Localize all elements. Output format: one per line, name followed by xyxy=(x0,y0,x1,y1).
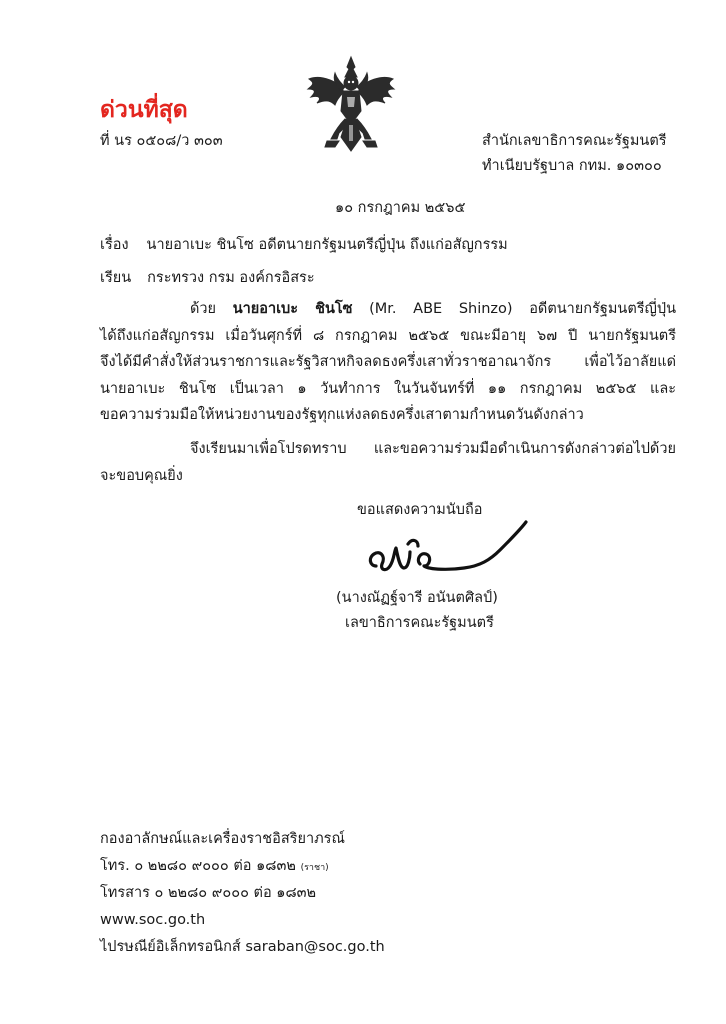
paragraph-line: จึงได้มีคำสั่งให้ส่วนราชการและรัฐวิสาหกิจลดธงครึ่งเสาทั่วราชอาณาจักร เพื่อไว้อาลัยแด่ xyxy=(100,354,676,370)
footer-phone: โทร. ๐ ๒๒๘๐ ๙๐๐๐ ต่อ ๑๘๓๒ xyxy=(100,858,296,874)
office-name: สำนักเลขาธิการคณะรัฐมนตรี xyxy=(482,133,667,149)
urgency-heading: ด่วนที่สุด xyxy=(100,97,188,123)
paragraph-line: จะขอบคุณยิ่ง xyxy=(100,467,183,484)
signer-title: เลขาธิการคณะรัฐมนตรี xyxy=(345,615,494,631)
footer-website: www.soc.go.th xyxy=(100,912,206,928)
subject-line xyxy=(100,238,508,253)
paragraph-line xyxy=(100,296,676,323)
body-paragraph-1 xyxy=(100,296,676,429)
handwritten-signature xyxy=(360,518,530,590)
footer-email: ไปรษณีย์อิเล็กทรอนิกส์ saraban@soc.go.th xyxy=(100,939,385,955)
reference-number: ที่ นร ๐๕๐๘/ว ๓๐๓ xyxy=(100,133,223,149)
footer-phone-line xyxy=(100,859,329,874)
paragraph-text: (Mr. ABE Shinzo) อดีตนายกรัฐมนตรีญี่ปุ่น xyxy=(352,301,677,317)
recipient-line xyxy=(100,271,315,286)
subject-value: นายอาเบะ ชินโซ อดีตนายกรัฐมนตรีญี่ปุ่น ถึงแก่อสัญกรรม xyxy=(146,237,508,253)
garuda-emblem-icon xyxy=(305,55,397,155)
signer-name: (นางณัฏฐ์จารี อนันตศิลป์) xyxy=(336,590,498,606)
document-date: ๑๐ กรกฎาคม ๒๕๖๕ xyxy=(335,200,466,216)
recipient-value: กระทรวง กรม องค์กรอิสระ xyxy=(147,270,315,286)
footer-phone-note: (ราชา) xyxy=(300,863,329,873)
paragraph-line: ขอความร่วมมือให้หน่วยงานของรัฐทุกแห่งลดธงครึ่งเสาตามกำหนดวันดังกล่าว xyxy=(100,407,584,423)
closing-salutation: ขอแสดงความนับถือ xyxy=(357,502,483,518)
footer-department: กองอาลักษณ์และเครื่องราชอิสริยาภรณ์ xyxy=(100,831,345,847)
subject-label: เรื่อง xyxy=(100,237,129,253)
body-paragraph-2 xyxy=(100,436,676,489)
recipient-label: เรียน xyxy=(100,270,132,286)
paragraph-text: ด้วย xyxy=(190,301,233,317)
paragraph-line: จึงเรียนมาเพื่อโปรดทราบ และขอความร่วมมือดำเนินการดังกล่าวต่อไปด้วย xyxy=(190,441,676,457)
deceased-name: นายอาเบะ ชินโซ xyxy=(232,301,353,317)
paragraph-line: นายอาเบะ ชินโซ เป็นเวลา ๑ วันทำการ ในวันจันทร์ที่ ๑๑ กรกฎาคม ๒๕๖๕ และ xyxy=(100,380,676,397)
footer-fax: โทรสาร ๐ ๒๒๘๐ ๙๐๐๐ ต่อ ๑๘๓๒ xyxy=(100,885,317,901)
paragraph-line: ได้ถึงแก่อสัญกรรม เมื่อวันศุกร์ที่ ๘ กรกฎาคม ๒๕๖๕ ขณะมีอายุ ๖๗ ปี นายกรัฐมนตรี xyxy=(100,327,676,344)
office-address: ทำเนียบรัฐบาล กทม. ๑๐๓๐๐ xyxy=(482,158,662,174)
